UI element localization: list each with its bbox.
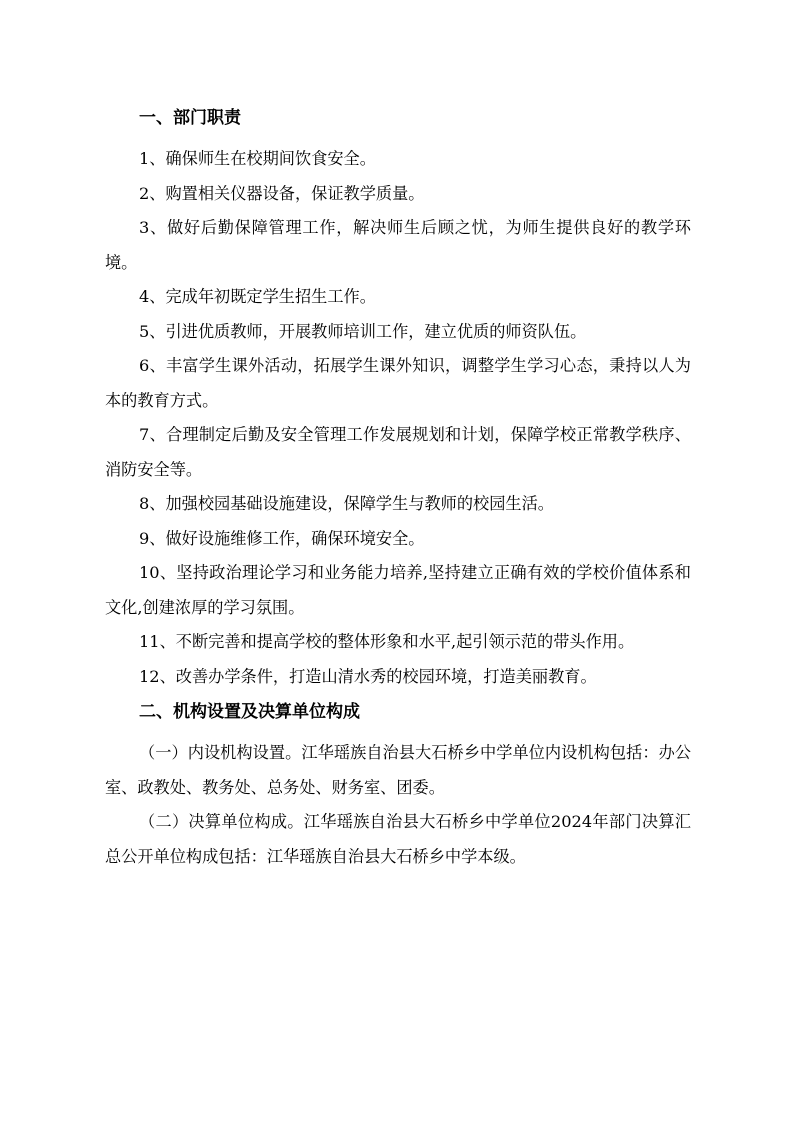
duty-item-1: 1、确保师生在校期间饮食安全。 bbox=[139, 149, 376, 168]
structure-item-internal: （一）内设机构设置。江华瑶族自治县大石桥乡中学单位内设机构包括：办公室、政教处、教务处、总务处、财务室、团委。 bbox=[105, 743, 691, 797]
section-heading-structure: 二、机构设置及决算单位构成 bbox=[139, 702, 360, 722]
duty-item-3: 3、做好后勤保障管理工作，解决师生后顾之忧，为师生提供良好的教学环境。 bbox=[105, 218, 691, 272]
duty-item-6: 6、丰富学生课外活动，拓展学生课外知识，调整学生学习心态，秉持以人为本的教育方式。 bbox=[105, 356, 691, 410]
duty-item-4: 4、完成年初既定学生招生工作。 bbox=[139, 287, 376, 306]
duty-item-8: 8、加强校园基础设施建设，保障学生与教师的校园生活。 bbox=[139, 494, 554, 513]
structure-item-units: （二）决算单位构成。江华瑶族自治县大石桥乡中学单位2024年部门决算汇总公开单位构成包括：江华瑶族自治县大石桥乡中学本级。 bbox=[105, 812, 691, 866]
duty-item-9: 9、做好设施维修工作，确保环境安全。 bbox=[139, 528, 425, 548]
duty-item-10: 10、坚持政治理论学习和业务能力培养,坚持建立正确有效的学校价值体系和文化,创建浓厚的学习氛围。 bbox=[105, 563, 691, 617]
duty-item-7: 7、合理制定后勤及安全管理工作发展规划和计划，保障学校正常教学秩序、消防安全等。 bbox=[105, 425, 691, 479]
section-heading-duties: 一、部门职责 bbox=[139, 108, 241, 128]
duty-item-5: 5、引进优质教师，开展教师培训工作，建立优质的师资队伍。 bbox=[139, 321, 587, 341]
document-body bbox=[105, 106, 691, 874]
duty-item-11: 11、不断完善和提高学校的整体形象和水平,起引领示范的带头作用。 bbox=[139, 632, 635, 651]
duty-item-12: 12、改善办学条件，打造山清水秀的校园环境，打造美丽教育。 bbox=[139, 666, 597, 686]
duty-item-2: 2、购置相关仪器设备，保证教学质量。 bbox=[139, 183, 425, 203]
